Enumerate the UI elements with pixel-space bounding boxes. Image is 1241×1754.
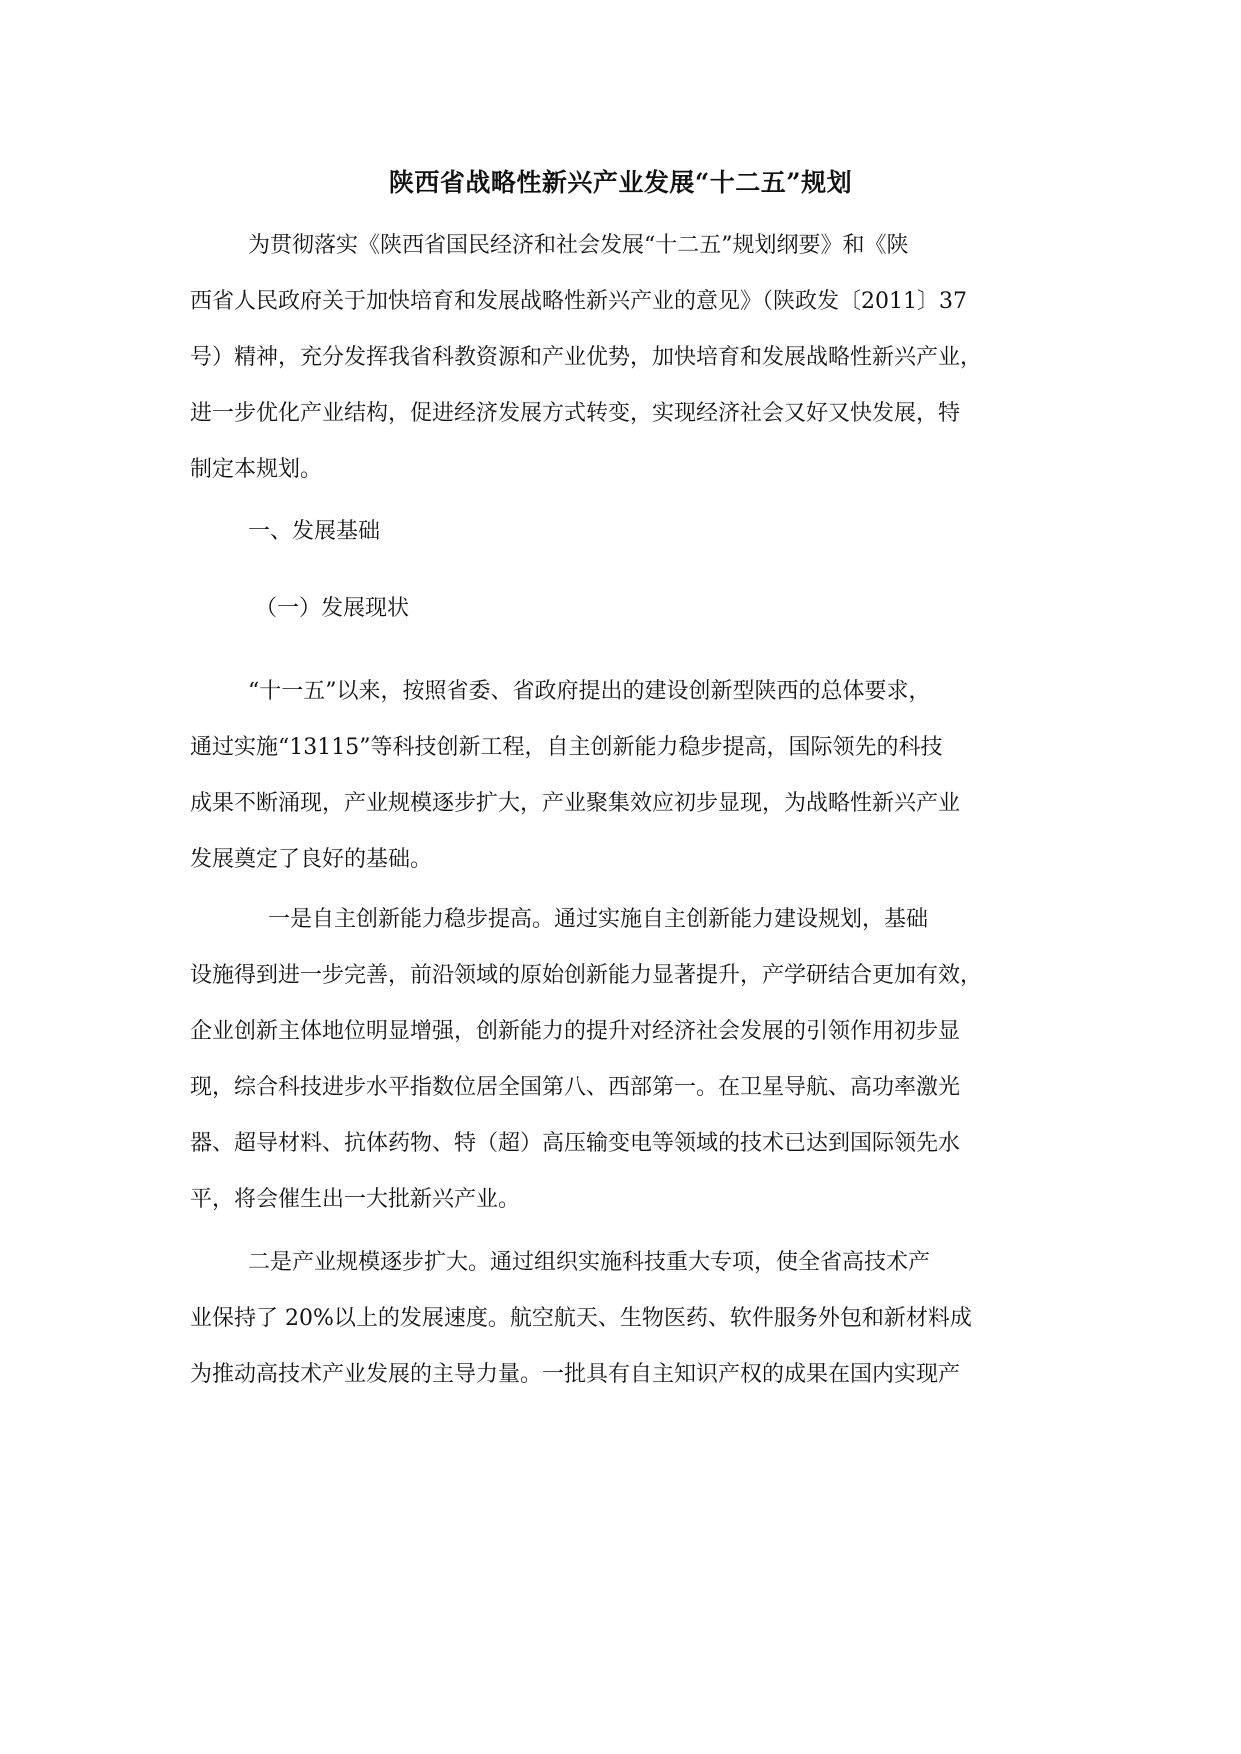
paragraph-line: 为推动高技术产业发展的主导力量。一批具有自主知识产权的成果在国内实现产 (190, 1362, 961, 1387)
paragraph-line: 企业创新主体地位明显增强，创新能力的提升对经济社会发展的引领作用初步显 (190, 1019, 961, 1044)
point-two-paragraph (190, 1235, 1055, 1403)
paragraph-line: 成果不断涌现，产业规模逐步扩大，产业聚集效应初步显现，为战略性新兴产业 (190, 791, 961, 816)
status-paragraph (190, 664, 1055, 888)
paragraph-line: “十一五”以来，按照省委、省政府提出的建设创新型陕西的总体要求， (248, 679, 931, 704)
paragraph-line: 进一步优化产业结构，促进经济发展方式转变，实现经济社会又好又快发展，特 (190, 401, 961, 426)
paragraph-line: 通过实施“13115”等科技创新工程，自主创新能力稳步提高，国际领先的科技 (190, 735, 943, 760)
intro-paragraph (190, 218, 1055, 498)
paragraph-line: 二是产业规模逐步扩大。通过组织实施科技重大专项，使全省高技术产 (248, 1250, 931, 1275)
section-heading: 一、发展基础 (248, 519, 381, 544)
point-one-paragraph (190, 892, 1055, 1228)
paragraph-line: 设施得到进一步完善，前沿领域的原始创新能力显著提升，产学研结合更加有效， (190, 963, 983, 988)
paragraph-line: 发展奠定了良好的基础。 (190, 847, 433, 872)
paragraph-line: 西省人民政府关于加快培育和发展战略性新兴产业的意见》（陕政发〔2011〕37 (190, 289, 967, 314)
paragraph-line: 制定本规划。 (190, 457, 323, 482)
paragraph-line: 号）精神，充分发挥我省科教资源和产业优势，加快培育和发展战略性新兴产业， (190, 345, 983, 370)
paragraph-line: 业保持了 20%以上的发展速度。航空航天、生物医药、软件服务外包和新材料成 (190, 1306, 972, 1331)
paragraph-line: 平，将会催生出一大批新兴产业。 (190, 1187, 521, 1212)
document-title: 陕西省战略性新兴产业发展“十二五”规划 (388, 168, 853, 197)
paragraph-line: 器、超导材料、抗体药物、特（超）高压输变电等领域的技术已达到国际领先水 (190, 1131, 961, 1156)
paragraph-line: 现，综合科技进步水平指数位居全国第八、西部第一。在卫星导航、高功率激光 (190, 1075, 961, 1100)
subsection-heading: （一）发展现状 (255, 596, 410, 621)
paragraph-line: 一是自主创新能力稳步提高。通过实施自主创新能力建设规划，基础 (268, 907, 929, 932)
paragraph-line: 为贯彻落实《陕西省国民经济和社会发展“十二五”规划纲要》和《陕 (248, 233, 909, 258)
